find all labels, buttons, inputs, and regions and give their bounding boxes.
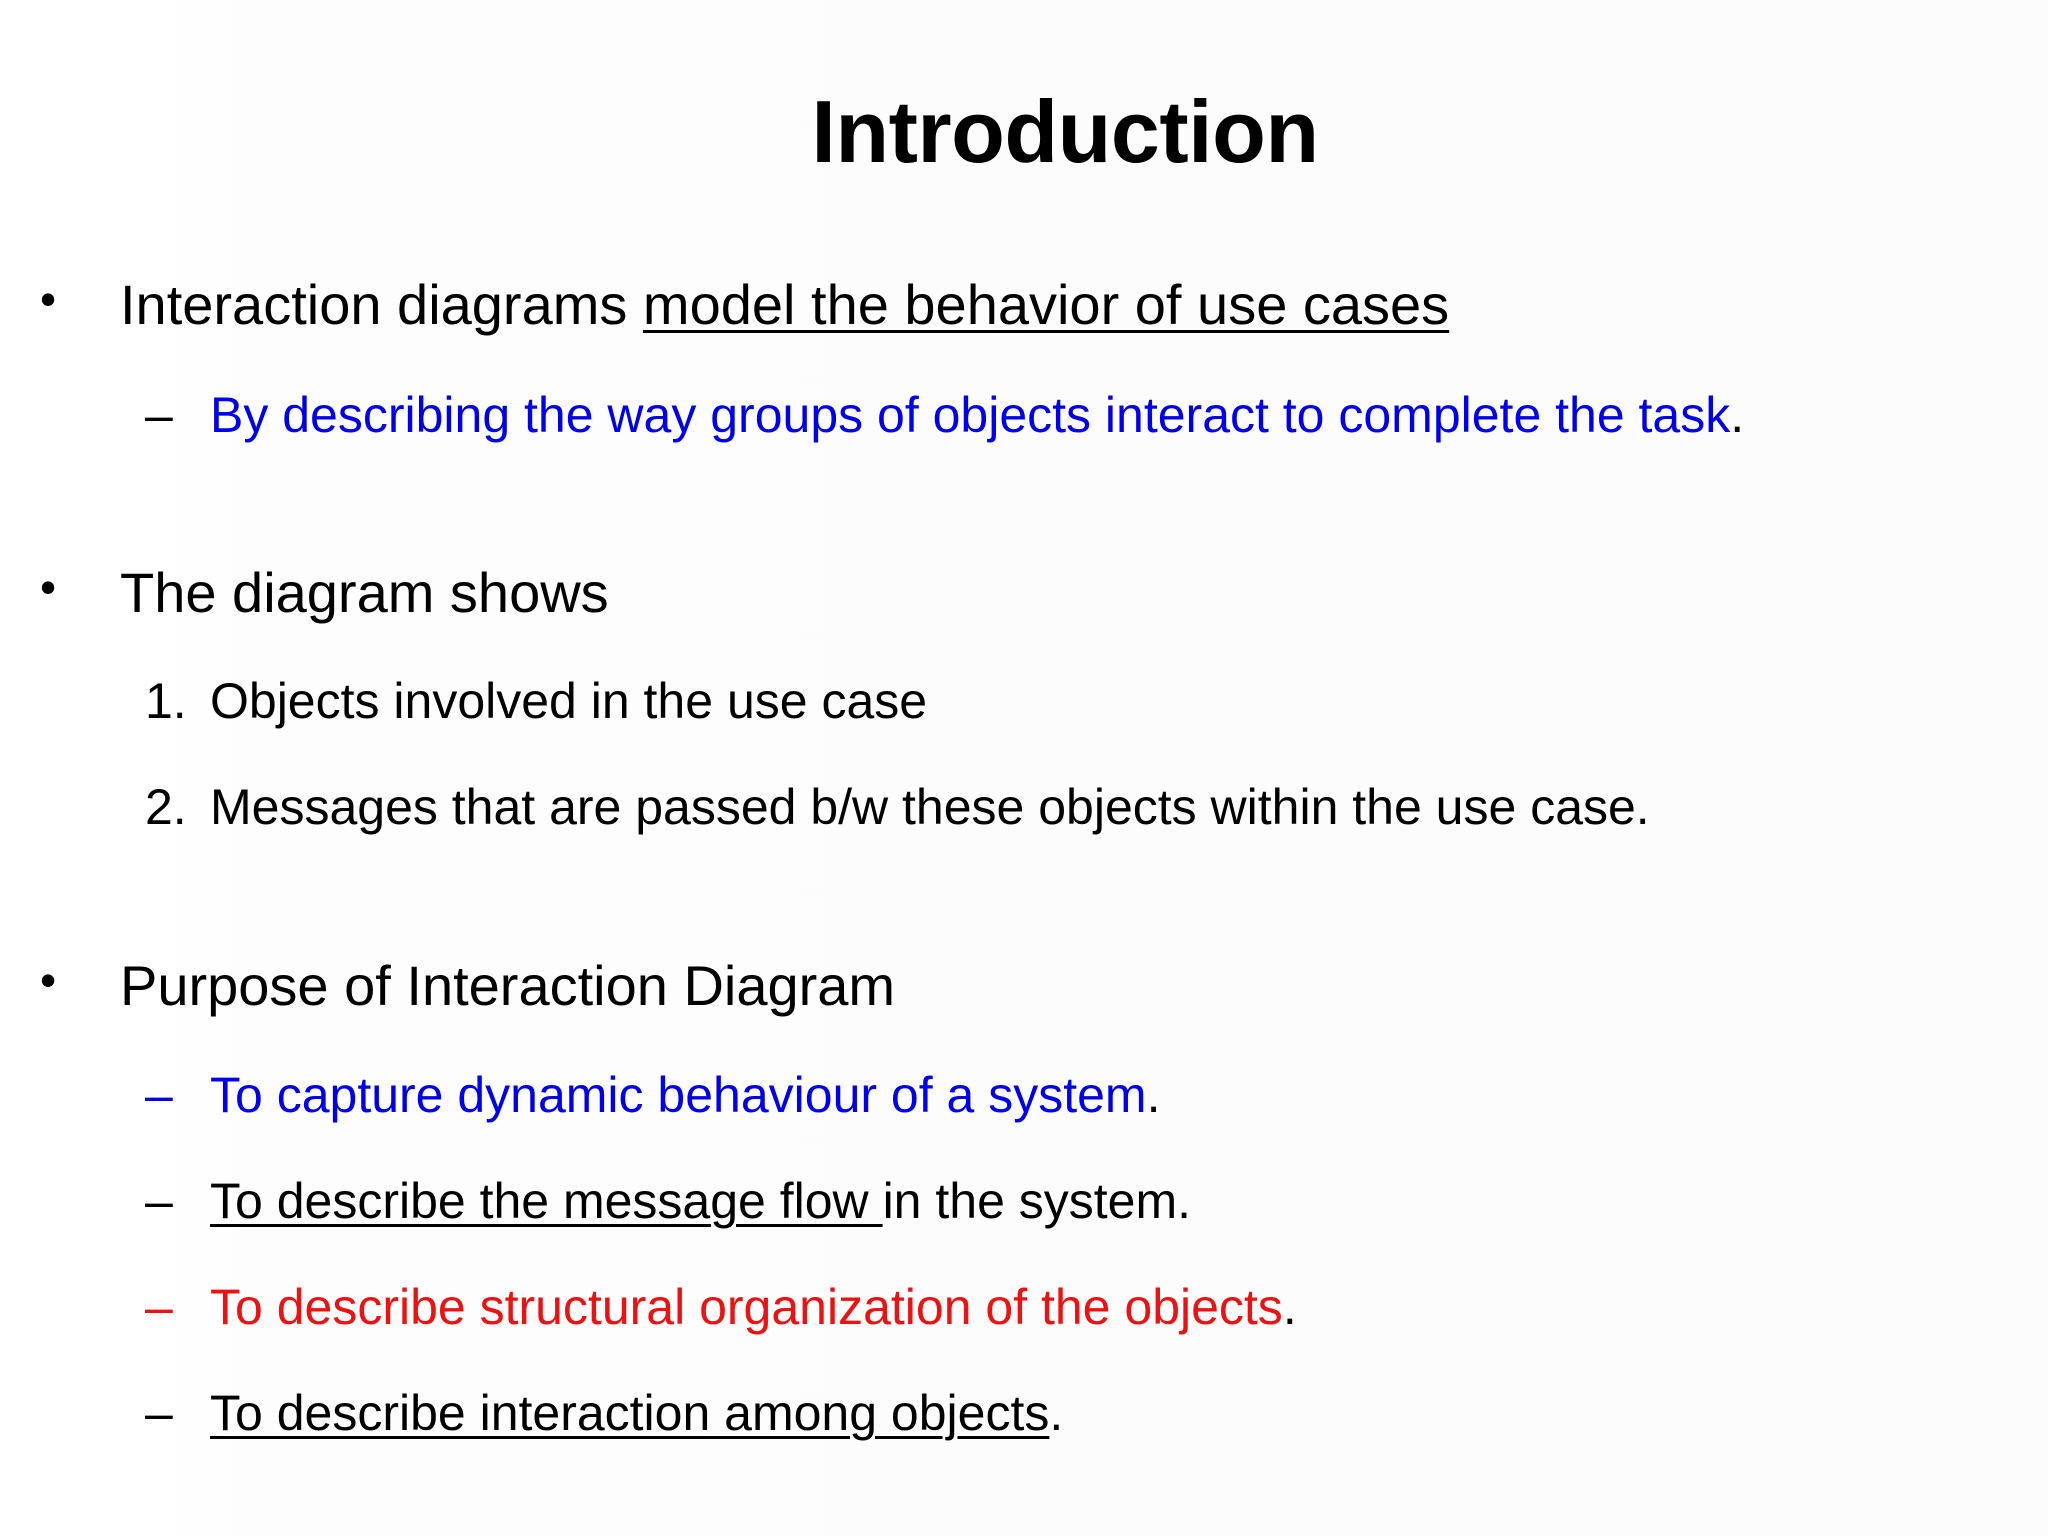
number-marker: 2.: [145, 779, 187, 835]
dash-marker: –: [145, 1067, 173, 1123]
sub-item-text: To describe interaction among objects.: [210, 1385, 1064, 1441]
bullet-marker: •: [40, 273, 57, 325]
dash-marker: –: [145, 1279, 173, 1335]
dash-marker: –: [145, 1385, 173, 1441]
dash-marker: –: [145, 1173, 173, 1229]
dash-marker: –: [145, 387, 173, 443]
sub-item-text: To describe the message flow in the system.: [210, 1173, 1192, 1229]
bullet-text: Purpose of Interaction Diagram: [120, 954, 896, 1017]
underlined-phrase: To describe the message flow: [210, 1173, 883, 1229]
sub-item-text: By describing the way groups of objects interact to complete the task.: [210, 387, 1745, 443]
bullet-text: The diagram shows: [120, 561, 609, 624]
numbered-item-text: Messages that are passed b/w these objects within the use case.: [210, 779, 1650, 835]
underlined-phrase: To describe interaction among objects: [210, 1385, 1050, 1441]
underlined-phrase: model the behavior of use cases: [642, 273, 1450, 336]
sub-item-text: To describe structural organization of the objects.: [210, 1279, 1297, 1335]
number-marker: 1.: [145, 673, 187, 729]
bullet-text: Interaction diagrams model the behavior of use cases: [120, 273, 1450, 336]
numbered-item-text: Objects involved in the use case: [210, 673, 928, 729]
sub-item-text: To capture dynamic behaviour of a system.: [210, 1067, 1161, 1123]
bullet-marker: •: [40, 954, 57, 1006]
slide-title: Introduction: [811, 82, 1319, 181]
bullet-marker: •: [40, 561, 57, 613]
